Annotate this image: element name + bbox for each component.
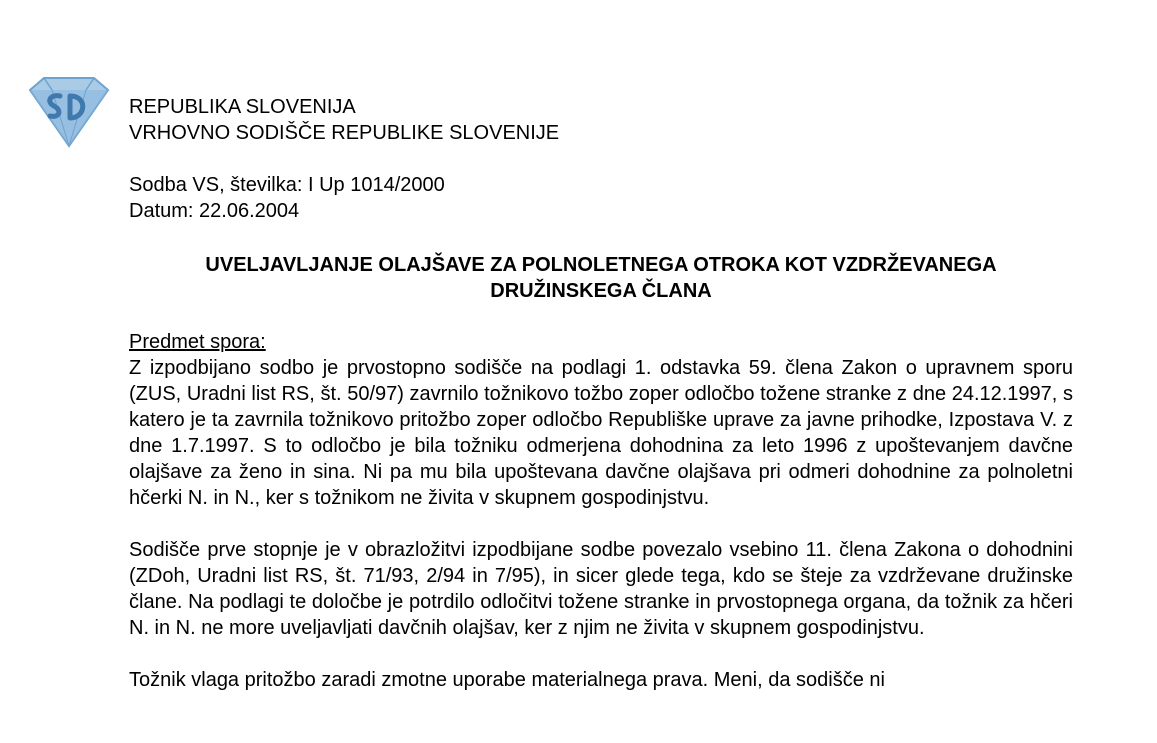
institution-header [129,94,559,146]
paragraph: Z izpodbijano sodbo je prvostopno sodišče na podlagi 1. odstavka 59. člena Zakon o upravnem sporu (ZUS, Uradni list RS, št. 50/97) zavrnilo tožnikovo tožbo zoper odločbo tožene stranke z dne 24.12.1997, s katero je ta zavrnila tožnikovo pritožbo zoper odločbo Republiške uprave za javne prihodke, Izpostava V. z dne 1.7.1997. S to odločbo je bila tožniku odmerjena dohodnina za leto 1996 z upoštevanjem davčne olajšave za ženo in sina. Ni pa mu bila upoštevana davčne olajšava pri odmeri dohodnine za polnoletni hčerki N. in N., ker s tožnikom ne živita v skupnem gospodinjstvu. [129,357,1073,509]
paragraph: Sodišče prve stopnje je v obrazložitvi izpodbijane sodbe povezalo vsebino 11. člena Zakona o dohodnini (ZDoh, Uradni list RS, št. 71/93, 2/94 in 7/95), in sicer glede tega, kdo se šteje za vzdrževane družinske člane. Na podlagi te določbe je potrdilo odločitvi tožene stranke in prvostopnega organa, da tožnik za hčeri N. in N. ne more uveljavljati davčnih olajšav, ker z njim ne živita v skupnem gospodinjstvu. [129,539,1073,639]
title-line-1: UVELJAVLJANJE OLAJŠAVE ZA POLNOLETNEGA OTROKA KOT VZDRŽEVANEGA [205,254,997,276]
decision-date: Datum: 22.06.2004 [129,200,300,222]
paragraph: Tožnik vlaga pritožbo zaradi zmotne uporabe materialnega prava. Meni, da sodišče ni [129,669,885,691]
case-metadata [129,172,445,224]
case-number: Sodba VS, številka: I Up 1014/2000 [129,174,445,196]
section-heading: Predmet spora: [129,331,266,353]
republic-name: REPUBLIKA SLOVENIJA [129,96,356,118]
court-name: VRHOVNO SODIŠČE REPUBLIKE SLOVENIJE [129,122,560,144]
document-body [129,329,1073,719]
document-title [129,252,1073,304]
title-line-2: DRUŽINSKEGA ČLANA [490,280,712,302]
supreme-court-logo-icon [26,76,112,150]
